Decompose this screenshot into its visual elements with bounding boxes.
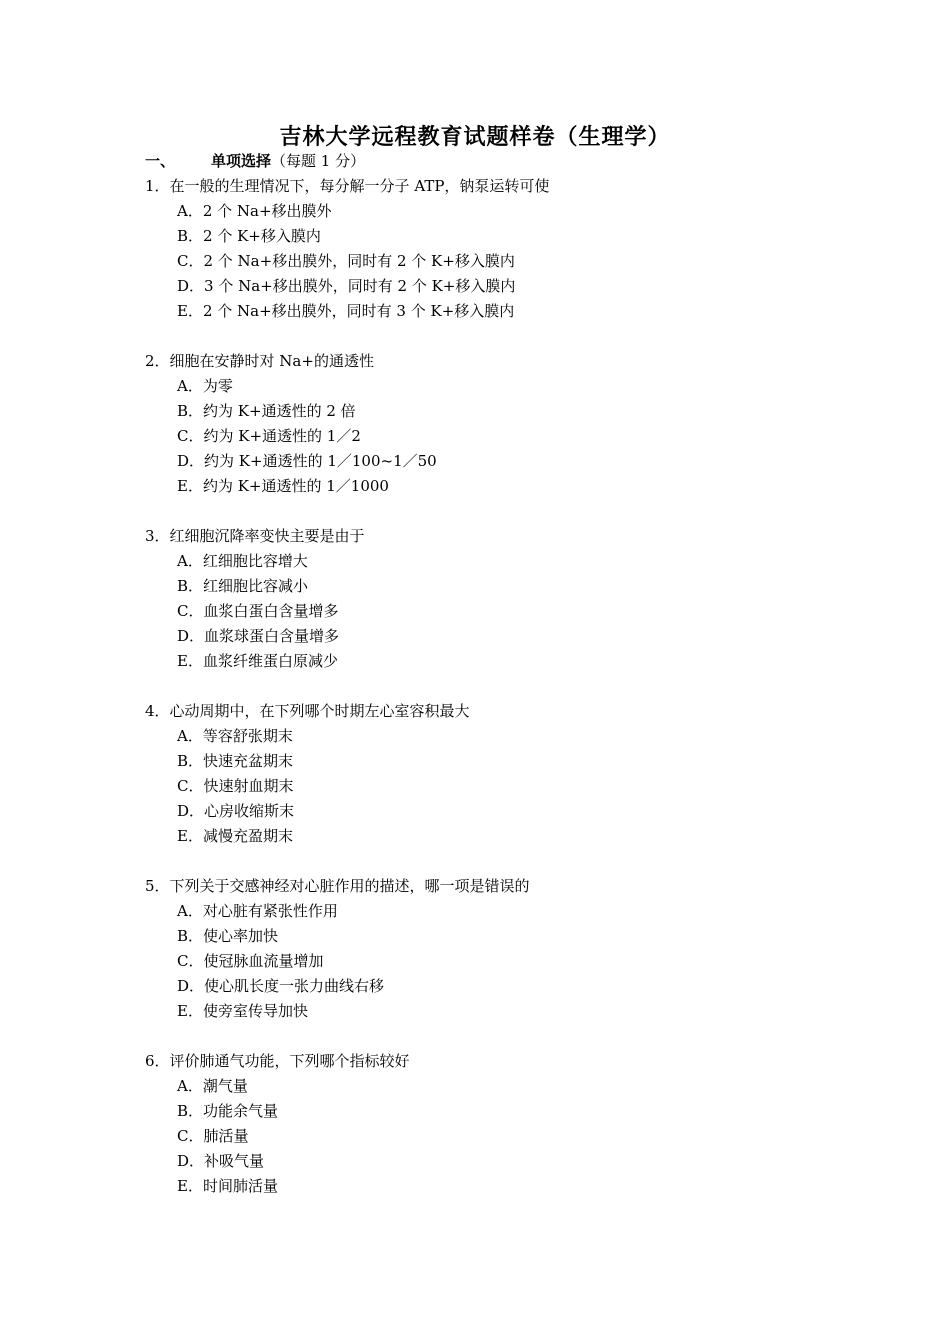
question-stem: 3．红细胞沉降率变快主要是由于 (145, 527, 365, 545)
answer-option: A．红细胞比容增大 (177, 552, 308, 570)
answer-option: B．2 个 K+移入膜内 (177, 227, 321, 245)
answer-option: A．潮气量 (177, 1077, 248, 1095)
answer-option: A．等容舒张期末 (177, 727, 293, 745)
answer-option: A．2 个 Na+移出膜外 (177, 202, 332, 220)
answer-option: E．使旁室传导加快 (177, 1002, 308, 1020)
answer-option: B．功能余气量 (177, 1102, 279, 1120)
question-6 (145, 1049, 845, 1199)
answer-option: C．约为 K+通透性的 1／2 (177, 427, 361, 445)
section-number: 一、 (145, 152, 176, 170)
answer-option: E．约为 K+通透性的 1／1000 (177, 477, 389, 495)
answer-option: D．约为 K+通透性的 1／100~1／50 (177, 452, 437, 470)
question-stem: 2．细胞在安静时对 Na+的通透性 (145, 352, 374, 370)
answer-option: D．3 个 Na+移出膜外，同时有 2 个 K+移入膜内 (177, 277, 516, 295)
answer-option: C．使冠脉血流量增加 (177, 952, 324, 970)
answer-option: B．约为 K+通透性的 2 倍 (177, 402, 356, 420)
question-4 (145, 699, 845, 849)
answer-option: C．快速射血期末 (177, 777, 294, 795)
question-stem: 1．在一般的生理情况下，每分解一分子 ATP，钠泵运转可使 (145, 177, 550, 195)
answer-option: D．使心肌长度一张力曲线右移 (177, 977, 385, 995)
question-2 (145, 349, 845, 499)
answer-option: B．快速充盆期末 (177, 752, 294, 770)
section-heading (145, 150, 365, 171)
section-name: 单项选择 (211, 152, 272, 170)
answer-option: B．使心率加快 (177, 927, 279, 945)
answer-option: D．心房收缩斯末 (177, 802, 295, 820)
answer-option: C．2 个 Na+移出膜外，同时有 2 个 K+移入膜内 (177, 252, 515, 270)
answer-option: A．为零 (177, 377, 233, 395)
question-stem: 4．心动周期中，在下列哪个时期左心室容积最大 (145, 702, 470, 720)
question-5 (145, 874, 845, 1024)
question-3 (145, 524, 845, 674)
answer-option: E．血浆纤维蛋白原减少 (177, 652, 338, 670)
section-note: （每题 1 分） (271, 152, 366, 170)
answer-option: B．红细胞比容减小 (177, 577, 309, 595)
question-list (145, 174, 845, 1224)
answer-option: D．血浆球蛋白含量增多 (177, 627, 340, 645)
answer-option: D．补吸气量 (177, 1152, 265, 1170)
document-title: 吉林大学远程教育试题样卷（生理学） (279, 124, 671, 150)
answer-option: C．血浆白蛋白含量增多 (177, 602, 339, 620)
answer-option: E．时间肺活量 (177, 1177, 278, 1195)
answer-option: A．对心脏有紧张性作用 (177, 902, 338, 920)
answer-option: E．2 个 Na+移出膜外，同时有 3 个 K+移入膜内 (177, 302, 515, 320)
question-stem: 5．下列关于交感神经对心脏作用的描述，哪一项是错误的 (145, 877, 530, 895)
question-stem: 6．评价肺通气功能，下列哪个指标较好 (145, 1052, 410, 1070)
question-1 (145, 174, 845, 324)
answer-option: C．肺活量 (177, 1127, 249, 1145)
answer-option: E．减慢充盈期末 (177, 827, 293, 845)
